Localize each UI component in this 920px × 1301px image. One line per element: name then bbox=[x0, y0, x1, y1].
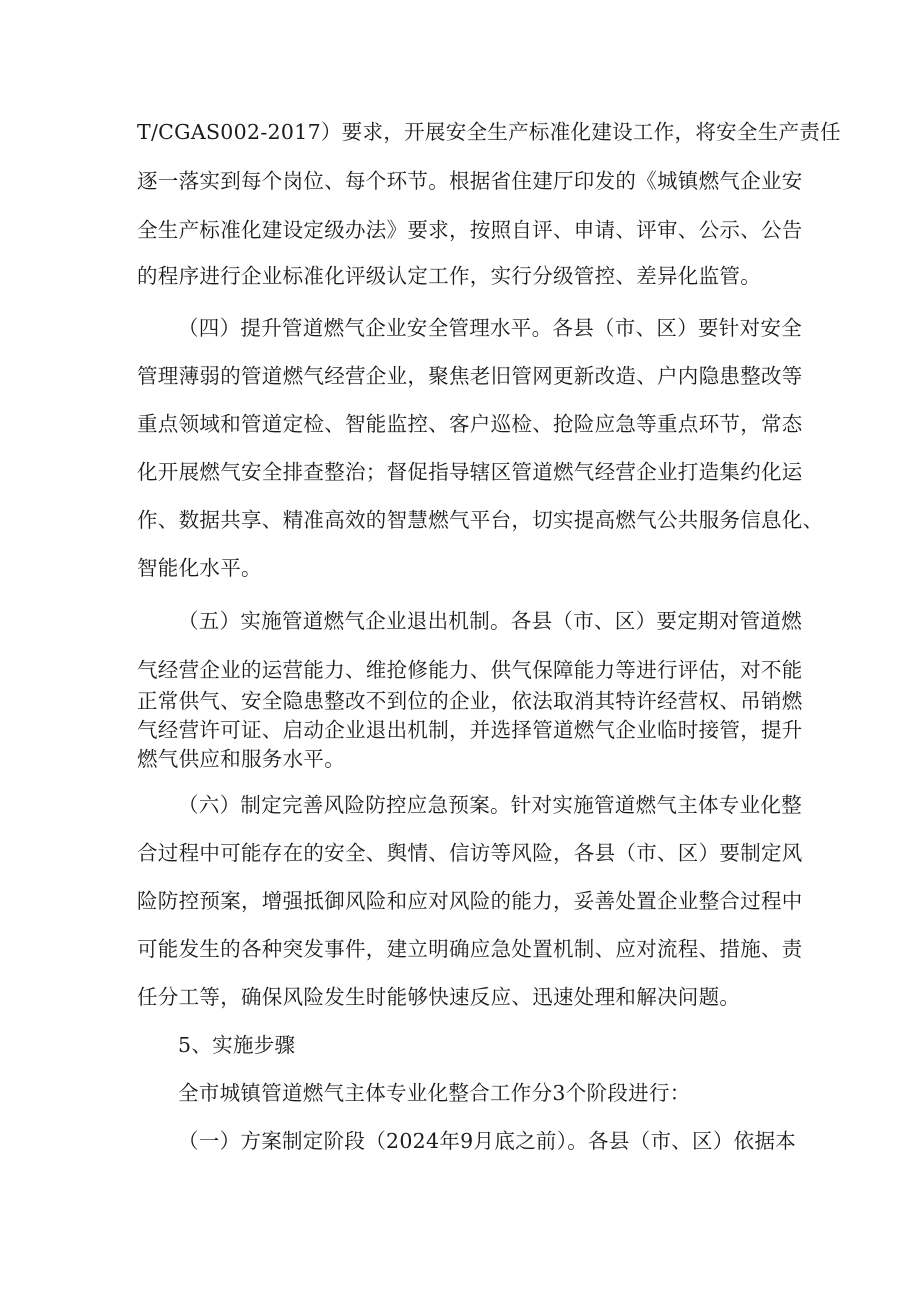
paragraph-line: 任分工等，确保风险发生时能够快速反应、迅速处理和解决问题。 bbox=[137, 985, 741, 1009]
paragraph-line: 全生产标准化建设定级办法》要求，按照自评、申请、评审、公示、公告 bbox=[137, 218, 803, 242]
paragraph-line: 作、数据共享、精准高效的智慧燃气平台，切实提高燃气公共服务信息化、 bbox=[137, 508, 824, 532]
paragraph-line: 管理薄弱的管道燃气经营企业，聚焦老旧管网更新改造、户内隐患整改等 bbox=[137, 364, 803, 388]
section-heading-line: （六）制定完善风险防控应急预案。针对实施管道燃气主体专业化整 bbox=[178, 793, 802, 817]
paragraph-line: 合过程中可能存在的安全、舆情、信访等风险，各县（市、区）要制定风 bbox=[137, 841, 803, 865]
paragraph-line: 险防控预案，增强抵御风险和应对风险的能力，妥善处置企业整合过程中 bbox=[137, 889, 803, 913]
section-heading-line: （五）实施管道燃气企业退出机制。各县（市、区）要定期对管道燃 bbox=[178, 609, 802, 633]
paragraph-line: 智能化水平。 bbox=[137, 556, 262, 580]
section-heading-line: （一）方案制定阶段（2024年9月底之前）。各县（市、区）依据本 bbox=[178, 1129, 797, 1153]
section-heading-line: （四）提升管道燃气企业安全管理水平。各县（市、区）要针对安全 bbox=[178, 316, 802, 340]
paragraph-line: 化开展燃气安全排查整治；督促指导辖区管道燃气经营企业打造集约化运 bbox=[137, 460, 803, 484]
paragraph-line: 逐一落实到每个岗位、每个环节。根据省住建厅印发的《城镇燃气企业安 bbox=[137, 169, 803, 193]
paragraph-line: 气经营企业的运营能力、维抢修能力、供气保障能力等进行评估，对不能 bbox=[137, 658, 803, 682]
paragraph-line: 可能发生的各种突发事件，建立明确应急处置机制、应对流程、措施、责 bbox=[137, 937, 803, 961]
paragraph-line: 燃气供应和服务水平。 bbox=[137, 747, 345, 771]
paragraph-line: 重点领域和管道定检、智能监控、客户巡检、抢险应急等重点环节，常态 bbox=[137, 412, 803, 436]
paragraph-line: T/CGAS002-2017）要求，开展安全生产标准化建设工作，将安全生产责任 bbox=[137, 120, 841, 144]
paragraph-line: 全市城镇管道燃气主体专业化整合工作分3个阶段进行： bbox=[178, 1081, 691, 1105]
section-title: 5、实施步骤 bbox=[178, 1033, 296, 1057]
paragraph-line: 的程序进行企业标准化评级认定工作，实行分级管控、差异化监管。 bbox=[137, 264, 761, 288]
paragraph-line: 气经营许可证、启动企业退出机制，并选择管道燃气企业临时接管，提升 bbox=[137, 718, 803, 742]
paragraph-line: 正常供气、安全隐患整改不到位的企业，依法取消其特许经营权、吊销燃 bbox=[137, 689, 803, 713]
